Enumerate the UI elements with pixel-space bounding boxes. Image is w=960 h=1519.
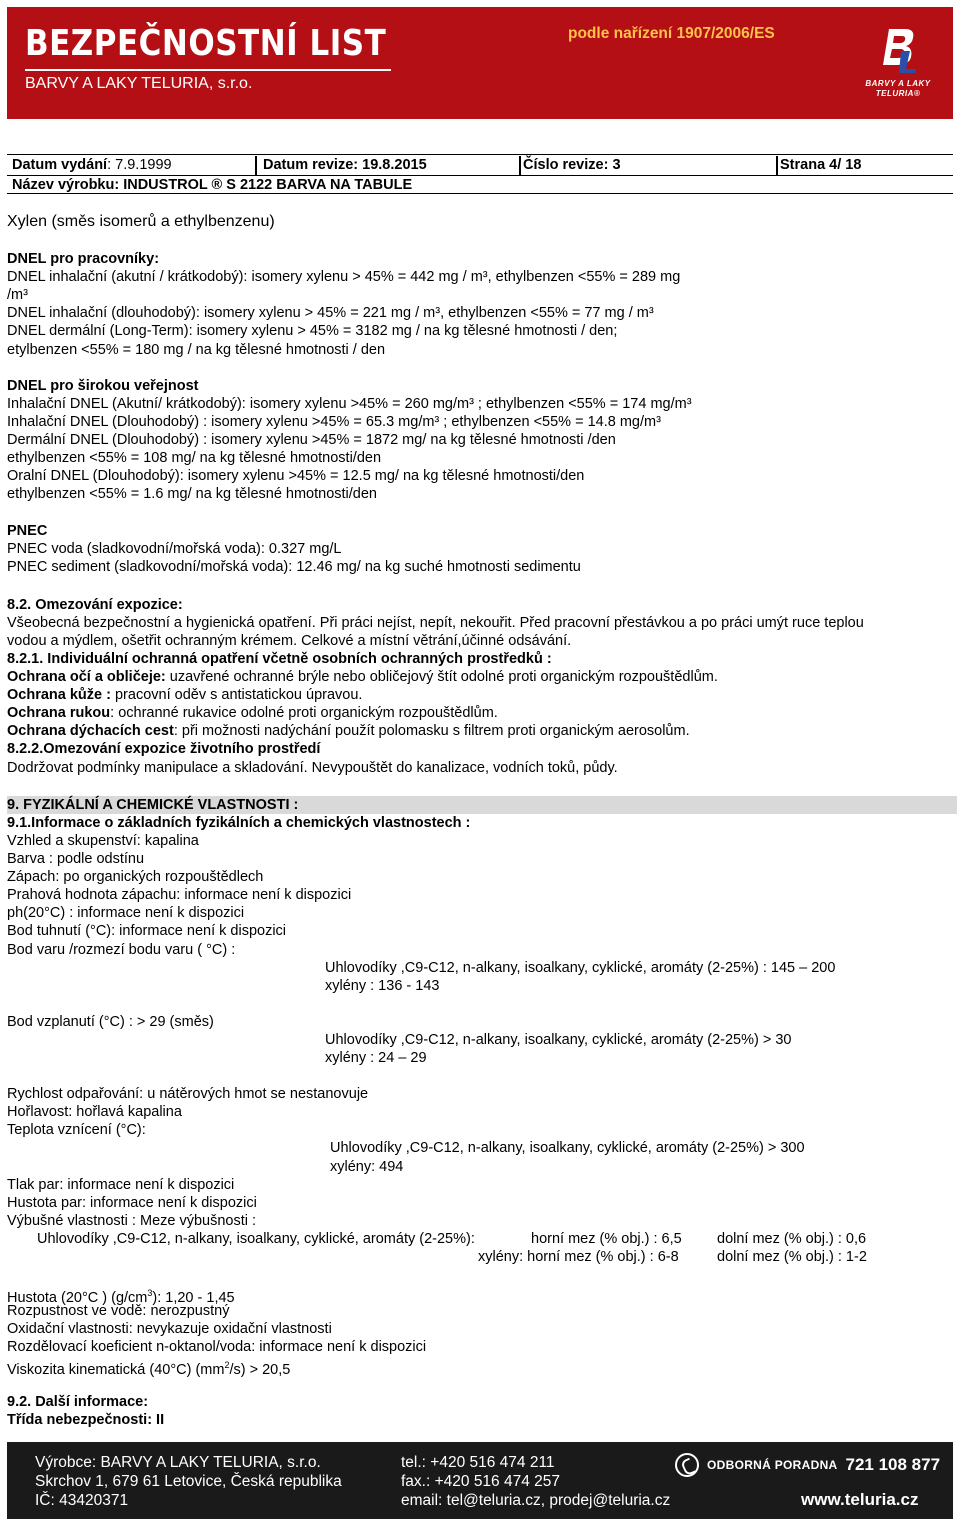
email: email: tel@teluria.cz, prodej@teluria.cz bbox=[401, 1492, 671, 1509]
dnel-public-line: Inhalační DNEL (Akutní/ krátkodobý): isomery xylenu >45% = 260 mg/m³ ; ethylbenzen <55% = 174 mg/m³ bbox=[7, 396, 692, 412]
skin-protection: Ochrana kůže : pracovní oděv s antistatickou úpravou. bbox=[7, 687, 363, 703]
property-value: xylény: horní mez (% obj.) : 6-8 bbox=[478, 1249, 679, 1265]
property-value: xylény: 494 bbox=[330, 1159, 404, 1175]
property-value: Uhlovodíky ,C9-C12, n-alkany, isoalkany, cyklické, aromáty (2-25%) > 300 bbox=[330, 1140, 805, 1156]
phone-icon bbox=[675, 1453, 699, 1477]
dnel-public-line: ethylbenzen <55% = 108 mg/ na kg tělesné hmotnosti/den bbox=[7, 450, 382, 466]
property-value: horní mez (% obj.) : 6,5 bbox=[531, 1231, 682, 1247]
dnel-public-line: Inhalační DNEL (Dlouhodobý) : isomery xylenu >45% = 65.3 mg/m³ ; ethylbenzen <55% = 14.8 mg/m³ bbox=[7, 414, 661, 430]
property-line: Výbušné vlastnosti : Meze výbušnosti : bbox=[7, 1213, 257, 1229]
property-line: Barva : podle odstínu bbox=[7, 851, 145, 867]
section-8-2-2-text: Dodržovat podmínky manipulace a skladování. Nevypouštět do kanalizace, vodních toků, půdy. bbox=[7, 760, 618, 776]
property-line: Teplota vznícení (°C): bbox=[7, 1122, 146, 1138]
hotline bbox=[675, 1452, 940, 1478]
section-9-1-title: 9.1.Informace o základních fyzikálních a chemických vlastnostech : bbox=[7, 815, 471, 831]
section-8-2-text: vodou a mýdlem, ošetřit ochranným krémem. Celkové a místní větrání,účinné odsávání. bbox=[7, 633, 572, 649]
document-meta bbox=[7, 154, 953, 194]
bl-logo-icon bbox=[881, 27, 917, 75]
issue-date: Datum vydání: 7.9.1999 bbox=[12, 157, 172, 173]
manufacturer: Výrobce: BARVY A LAKY TELURIA, s.r.o. bbox=[35, 1454, 321, 1471]
property-value: Uhlovodíky ,C9-C12, n-alkany, isoalkany, cyklické, aromáty (2-25%) : 145 – 200 bbox=[325, 960, 836, 976]
regulation-reference: podle nařízení 1907/2006/ES bbox=[568, 25, 775, 42]
company-name: BARVY A LAKY TELURIA, s.r.o. bbox=[25, 75, 253, 92]
dnel-workers-line: etylbenzen <55% = 180 mg / na kg tělesné hmotnosti / den bbox=[7, 342, 386, 358]
dnel-workers-line: /m³ bbox=[7, 287, 28, 303]
respiratory-protection: Ochrana dýchacích cest: při možnosti nadýchání použít polomasku s filtrem proti organickým aerosolům. bbox=[7, 723, 690, 739]
company-logo bbox=[852, 21, 944, 105]
property-value: xylény : 24 – 29 bbox=[325, 1050, 427, 1066]
logo-caption: BARVY A LAKY TELURIA® bbox=[865, 79, 931, 98]
property-line: Zápach: po organických rozpouštědlech bbox=[7, 869, 264, 885]
document-header bbox=[7, 7, 953, 119]
eye-protection: Ochrana očí a obličeje: uzavřené ochranné brýle nebo obličejový štít odolné proti organickým rozpouštědlům. bbox=[7, 669, 718, 685]
revision-date: Datum revize: 19.8.2015 bbox=[263, 157, 427, 173]
hotline-number: 721 108 877 bbox=[845, 1455, 941, 1474]
property-line: Bod vzplanutí (°C) : > 29 (směs) bbox=[7, 1014, 214, 1030]
website-link: www.teluria.cz bbox=[801, 1490, 919, 1509]
property-line: Bod varu /rozmezí bodu varu ( °C) : bbox=[7, 942, 236, 958]
property-line: Bod tuhnutí (°C): informace není k dispozici bbox=[7, 923, 287, 939]
property-line: Prahová hodnota zápachu: informace není k dispozici bbox=[7, 887, 352, 903]
property-line: Viskozita kinematická (40°C) $(mm^2/s) > 20,5$ bbox=[7, 1360, 291, 1378]
property-value: dolní mez (% obj.) : 1-2 bbox=[717, 1249, 867, 1265]
revision-number: Číslo revize: 3 bbox=[523, 157, 621, 173]
xylen-title: Xylen (směs isomerů a ethylbenzenu) bbox=[7, 213, 275, 230]
document-footer bbox=[7, 1442, 953, 1519]
property-line: Hořlavost: hořlavá kapalina bbox=[7, 1104, 182, 1120]
dnel-workers-line: DNEL inhalační (dlouhodobý): isomery xylenu > 45% = 221 mg / m³, ethylbenzen <55% = 77 mg / m³ bbox=[7, 305, 654, 321]
header-rule bbox=[25, 69, 391, 71]
property-line: Vzhled a skupenství: kapalina bbox=[7, 833, 199, 849]
document-title: BEZPEČNOSTNÍ LIST bbox=[25, 22, 387, 65]
pnec-title: PNEC bbox=[7, 523, 48, 539]
pnec-line: PNEC voda (sladkovodní/mořská voda): 0.327 mg/L bbox=[7, 541, 342, 557]
property-line: Rozpustnost ve vodě: nerozpustný bbox=[7, 1303, 230, 1319]
property-line: Rozdělovací koeficient n-oktanol/voda: informace není k dispozici bbox=[7, 1339, 427, 1355]
hotline-label: ODBORNÁ PORADNA bbox=[707, 1458, 838, 1472]
hand-protection: Ochrana rukou: ochranné rukavice odolné proti organickým rozpouštědlům. bbox=[7, 705, 498, 721]
dnel-workers-line: DNEL dermální (Long-Term): isomery xylenu > 45% = 3182 mg / na kg tělesné hmotnosti / den; bbox=[7, 323, 618, 339]
fax: fax.: +420 516 474 257 bbox=[401, 1473, 561, 1490]
property-value: xylény : 136 - 143 bbox=[325, 978, 440, 994]
dnel-public-line: Dermální DNEL (Dlouhodobý) : isomery xylenu >45% = 1872 mg/ na kg tělesné hmotnosti /den bbox=[7, 432, 616, 448]
section-8-2-title: 8.2. Omezování expozice: bbox=[7, 597, 183, 613]
meta-row-dates bbox=[7, 156, 953, 175]
property-line: Oxidační vlastnosti: nevykazuje oxidační vlastnosti bbox=[7, 1321, 332, 1337]
property-line: Tlak par: informace není k dispozici bbox=[7, 1177, 235, 1193]
property-line: Rychlost odpařování: u nátěrových hmot se nestanovuje bbox=[7, 1086, 369, 1102]
property-value: Uhlovodíky ,C9-C12, n-alkany, isoalkany, cyklické, aromáty (2-25%) > 30 bbox=[325, 1032, 792, 1048]
hazard-class: Třída nebezpečnosti: II bbox=[7, 1412, 165, 1428]
company-id: IČ: 43420371 bbox=[35, 1492, 129, 1509]
dnel-public-line: Oralní DNEL (Dlouhodobý): isomery xylenu >45% = 12.5 mg/ na kg tělesné hmotnosti/den bbox=[7, 468, 585, 484]
address: Skrchov 1, 679 61 Letovice, Česká republika bbox=[35, 1473, 342, 1490]
section-8-2-2-title: 8.2.2.Omezování expozice životního prostředí bbox=[7, 741, 321, 757]
pnec-line: PNEC sediment (sladkovodní/mořská voda): 12.46 mg/ na kg suché hmotnosti sedimentu bbox=[7, 559, 581, 575]
property-line: Hustota (20°C ) $(g/cm^3)$: 1,20 - 1,45 bbox=[7, 1288, 235, 1306]
section-8-2-1-title: 8.2.1. Individuální ochranná opatření včetně osobních ochranných prostředků : bbox=[7, 651, 552, 667]
page-number: Strana 4/ 18 bbox=[780, 157, 862, 173]
property-value: dolní mez (% obj.) : 0,6 bbox=[717, 1231, 867, 1247]
property-value: Uhlovodíky ,C9-C12, n-alkany, isoalkany, cyklické, aromáty (2-25%): bbox=[37, 1231, 475, 1247]
meta-row-product bbox=[7, 175, 953, 194]
dnel-workers-line: DNEL inhalační (akutní / krátkodobý): isomery xylenu > 45% = 442 mg / m³, ethylbenzen <55% = 289 mg bbox=[7, 269, 681, 285]
property-line: Hustota par: informace není k dispozici bbox=[7, 1195, 257, 1211]
property-line: ph(20°C) : informace není k dispozici bbox=[7, 905, 245, 921]
section-8-2-text: Všeobecná bezpečnostní a hygienická opatření. Při práci nejíst, nepít, nekouřit. Před pracovní přestávkou a po práci umýt ruce teplou bbox=[7, 615, 864, 631]
dnel-workers-title: DNEL pro pracovníky: bbox=[7, 251, 160, 267]
telephone: tel.: +420 516 474 211 bbox=[401, 1454, 555, 1471]
section-9-2-title: 9.2. Další informace: bbox=[7, 1394, 149, 1410]
section-9-title: 9. FYZIKÁLNÍ A CHEMICKÉ VLASTNOSTI : bbox=[7, 797, 299, 813]
product-name: Název výrobku: INDUSTROL ® S 2122 BARVA NA TABULE bbox=[12, 177, 413, 193]
dnel-public-title: DNEL pro širokou veřejnost bbox=[7, 378, 199, 394]
dnel-public-line: ethylbenzen <55% = 1.6 mg/ na kg tělesné hmotnosti/den bbox=[7, 486, 377, 502]
